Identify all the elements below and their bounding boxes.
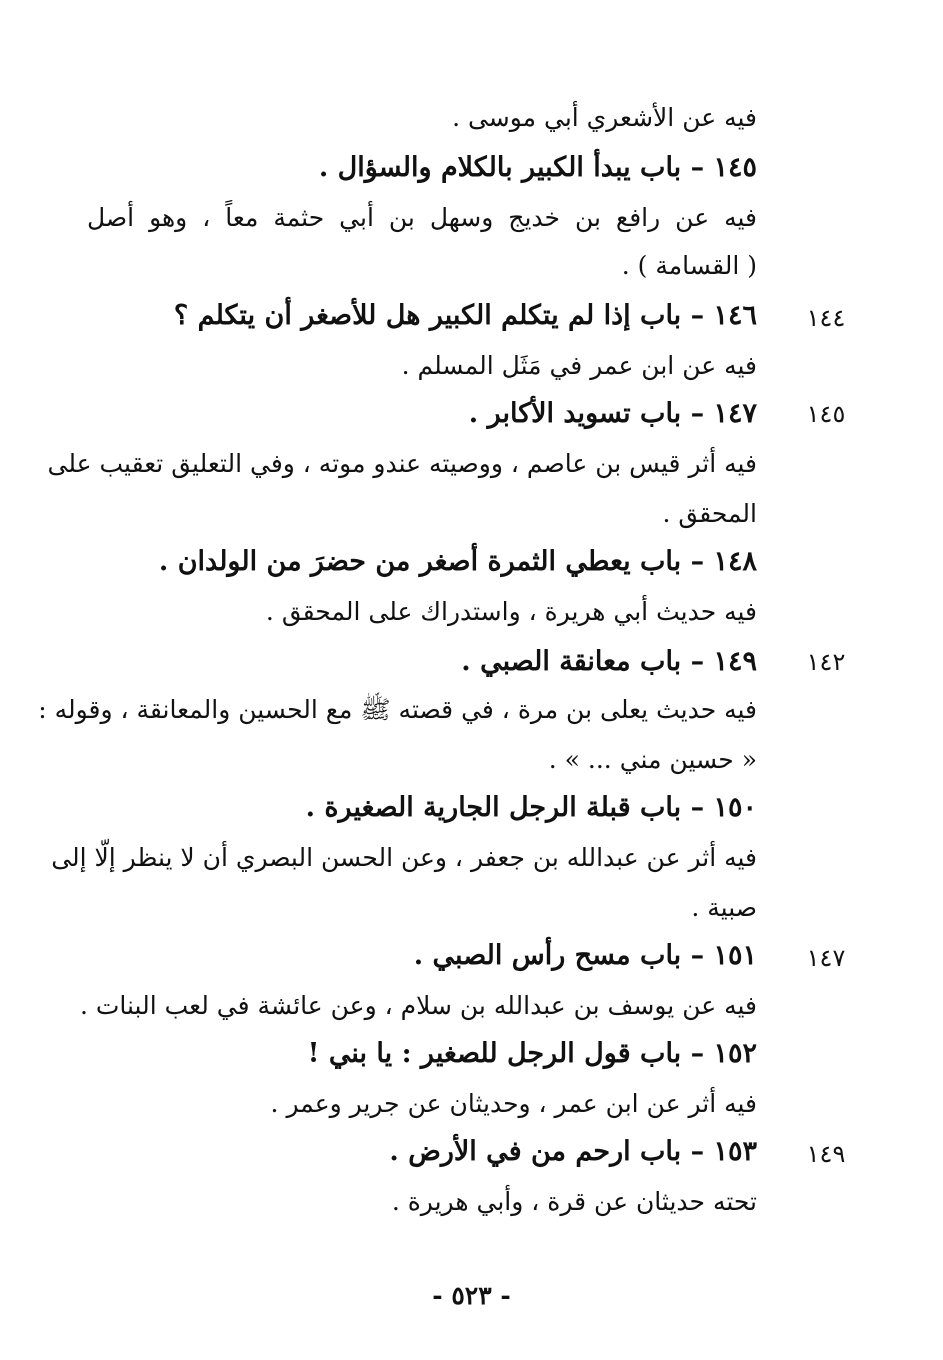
line-text: « حسين مني ... » . [548,745,757,774]
line-text: تحته حديثان عن قرة ، وأبي هريرة . [391,1187,757,1216]
section-heading-151: ١٥١ – باب مسح رأس الصبي . [413,940,757,971]
line-text: فيه عن الأشعري أبي موسى . [452,103,757,132]
line-text: فيه حديث أبي هريرة ، واستدراك على المحقق . [265,597,757,626]
section-heading-145: ١٤٥ – باب يبدأ الكبير بالكلام والسؤال . [318,152,757,183]
line-text: فيه أثر عن ابن عمر ، وحديثان عن جرير وعمر . [270,1089,757,1118]
section-heading-150: ١٥٠ – باب قبلة الرجل الجارية الصغيرة . [305,792,757,823]
line-text: فيه عن ابن عمر في مَثَل المسلم . [401,351,757,380]
line-text: فيه عن يوسف بن عبدالله بن سلام ، وعن عائشة في لعب البنات . [79,991,757,1020]
section-heading-149: ١٤٩ – باب معانقة الصبي . [461,646,757,677]
line-text: فيه حديث يعلى بن مرة ، في قصته ﷺ مع الحسين والمعانقة ، وقوله : [38,695,757,724]
line-text: المحقق . [662,499,757,528]
section-heading-148: ١٤٨ – باب يعطي الثمرة أصغر من حضرَ من الولدان . [158,546,757,577]
margin-number: ١٤٢ [806,648,846,676]
line-text: صبية . [691,893,757,922]
section-heading-152: ١٥٢ – باب قول الرجل للصغير : يا بني ! [307,1038,757,1069]
line-text: فيه أثر قيس بن عاصم ، ووصيته عندو موته ، وفي التعليق تعقيب على [47,449,757,478]
margin-number: ١٤٩ [806,1140,846,1168]
section-heading-147: ١٤٧ – باب تسويد الأكابر . [468,398,757,429]
line-text: ( القسامة ) . [621,251,757,280]
section-heading-153: ١٥٣ – باب ارحم من في الأرض . [389,1136,757,1167]
line-text: فيه أثر عن عبدالله بن جعفر ، وعن الحسن البصري أن لا ينظر إلّا إلى [51,843,757,872]
margin-number: ١٤٧ [806,944,846,972]
margin-number: ١٤٤ [806,304,846,332]
line-text: فيه عن رافع بن خديج وسهل بن أبي حثمة معاً ، وهو أصل [87,203,757,232]
page-number: - ٥٢٣ - [432,1281,511,1310]
section-heading-146: ١٤٦ – باب إذا لم يتكلم الكبير هل للأصغر أن يتكلم ؟ [173,300,757,331]
margin-number: ١٤٥ [806,400,846,428]
